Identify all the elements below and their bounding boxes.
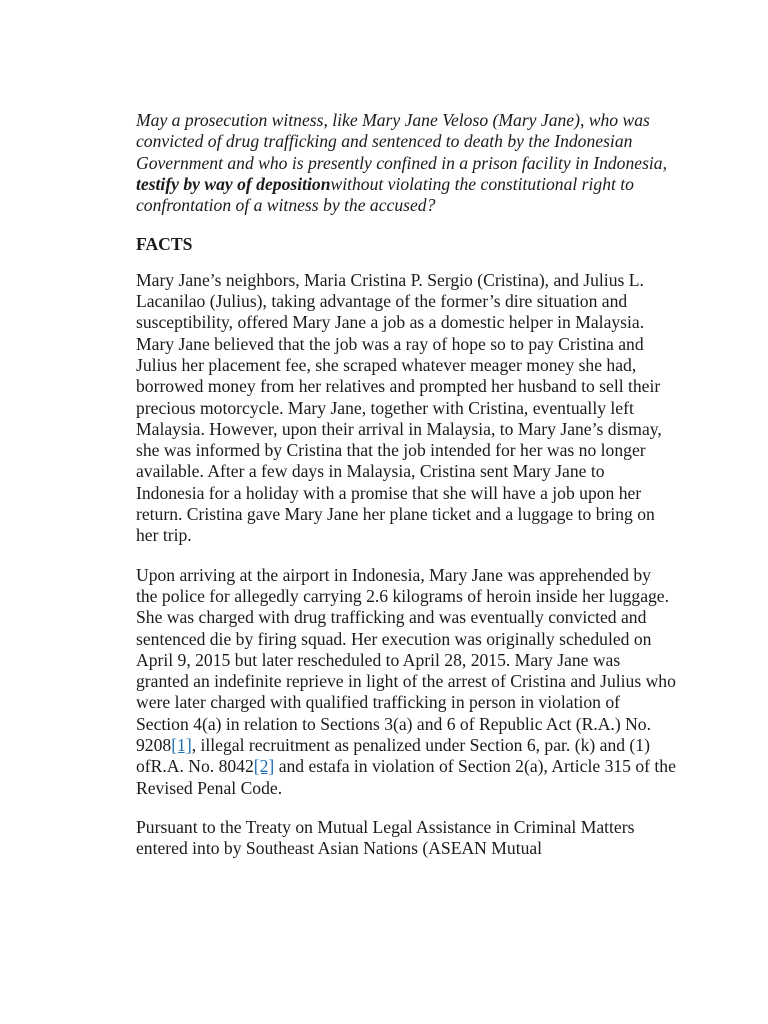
footnote-link-1[interactable]: [1] <box>171 735 192 756</box>
facts-paragraph-1: Mary Jane’s neighbors, Maria Cristina P. Sergio (Cristina), and Julius L. Lacanilao (Julius), taking advantage of the former’s dire situation and susceptibility, offered Mary Jane a job as a domestic helper in Malaysia. Mary Jane believed that the job was a ray of hope so to pay Cristina and Julius her placement fee, she scraped whatever meager money she had, borrowed money from her relatives and prompted her husband to sell their precious motorcycle. Mary Jane, together with Cristina, eventually left Malaysia. However, upon their arrival in Malaysia, to Mary Jane’s dismay, she was informed by Cristina that the job intended for her was no longer available. After a few days in Malaysia, Cristina sent Mary Jane to Indonesia for a holiday with a promise that she will have a job upon her return. Cristina gave Mary Jane her plane ticket and a luggage to bring on her trip. <box>136 269 662 546</box>
document-body <box>136 110 676 878</box>
question-text-part2: without violating the constitutional right to confrontation of a witness by the accused? <box>136 173 634 216</box>
issue-question <box>136 110 676 216</box>
paragraph2-part1: Upon arriving at the airport in Indonesia, Mary Jane was apprehended by the police for allegedly carrying 2.6 kilograms of heroin inside her luggage. She was charged with drug trafficking and was eventually convicted and sentenced die by firing squad. Her execution was originally scheduled on April 9, 2015 but later rescheduled to April 28, 2015. Mary Jane was granted an indefinite reprieve in light of the arrest of Cristina and Julius who were later charged with qualified trafficking in person in violation of Section 4(a) in relation to Sections 3(a) and 6 of Republic Act (R.A.) No. 9208 <box>136 564 676 756</box>
facts-paragraph-3: Pursuant to the Treaty on Mutual Legal Assistance in Criminal Matters entered into by Southeast Asian Nations (ASEAN Mutual <box>136 816 635 859</box>
facts-heading: FACTS <box>136 234 193 255</box>
paragraph2-part3: and estafa in violation of Section 2(a), Article 315 of the Revised Penal Code. <box>136 756 676 798</box>
footnote-link-2[interactable]: [2] <box>253 756 275 777</box>
question-text-part1: May a prosecution witness, like Mary Jane Veloso (Mary Jane), who was convicted of drug trafficking and sentenced to death by the Indonesian Government and who is presently confined in a prison facility in Indonesia, <box>136 110 667 173</box>
facts-paragraph-2 <box>136 565 676 799</box>
paragraph2-part2: , illegal recruitment as penalized under Section 6, par. (k) and (1) ofR.A. No. 8042 <box>136 735 650 777</box>
question-emphasis: testify by way of deposition <box>136 173 331 194</box>
